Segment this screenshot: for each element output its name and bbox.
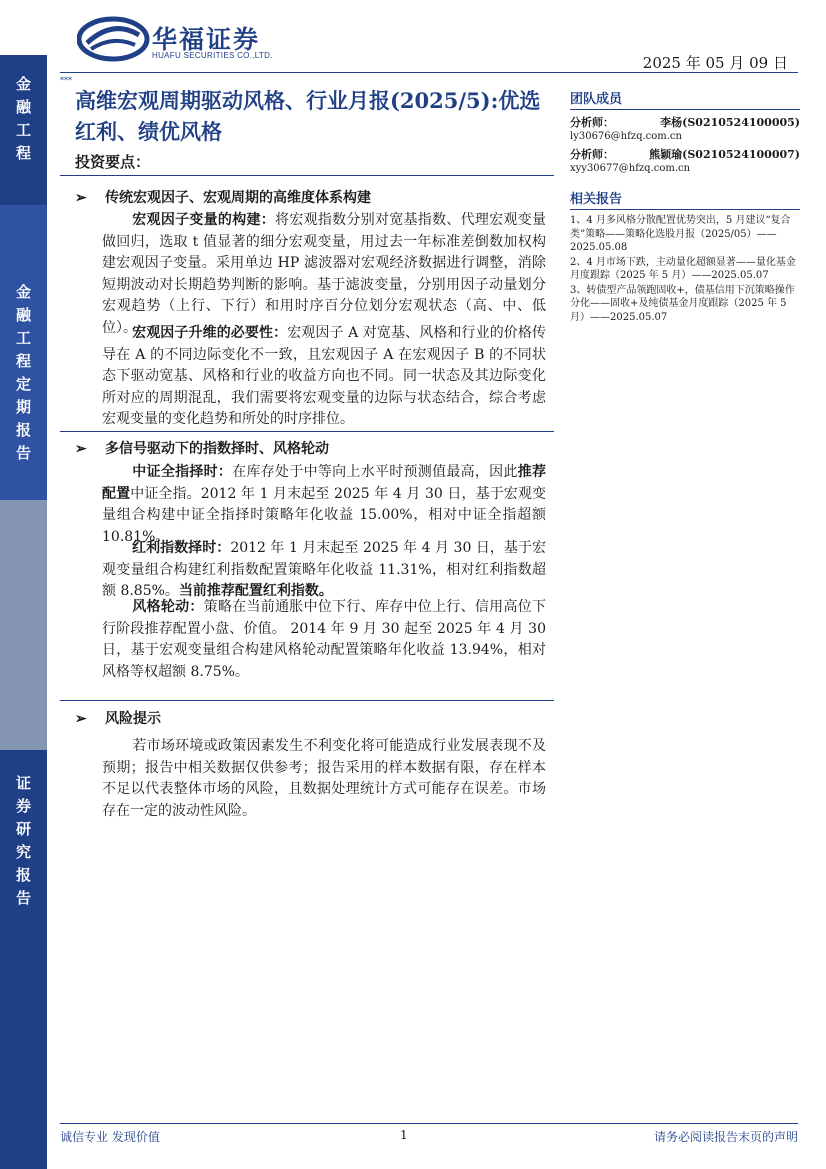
paragraph [102,736,546,822]
paragraph-text: 在库存处于中等向上水平时预测值最高，因此 [232,464,518,480]
paragraph [102,538,546,603]
keypoints-divider [60,175,554,176]
footer-disclaimer: 请务必阅读报告末页的声明 [653,1130,798,1144]
footer-divider [60,1123,798,1124]
paragraph-text: 若市场环境或政策因素发生不利变化将可能造成行业发展表现不及预期；报告中相关数据仅供参考；报告采用的样本数据有限，存在样本不足以代表整体市场的风险，且数据处理统计方式可能存在误差。市场存在一定的波动性风险。 [102,738,546,819]
paragraph-text: 中证全指。2012 年 1 月末起至 2025 年 4 月 30 日，基于宏观变量组合构建中证全指择时策略年化收益 15.00%，相对中证全指超额 10.81%。 [102,485,547,545]
arrow-bullet-icon: ➢ [75,441,87,457]
paragraph-lead: 风格轮动： [132,599,204,615]
arrow-bullet-icon: ➢ [75,711,87,727]
right-column [570,88,800,325]
paragraph-emphasis: 推荐配置 [102,464,547,502]
company-name-en: HUAFU SECURITIES CO.,LTD. [152,51,273,60]
analyst-email[interactable]: xyy30677@hfzq.com.cn [570,163,691,174]
side-banner-research [0,750,47,1169]
paragraph-lead: 中证全指择时： [132,464,233,480]
paragraph-text: 宏观因子 A 对宽基、风格和行业的价格传导在 A 的不同边际变化不一致，且宏观因子 A 在宏观因子 B 的不同状态下驱动宽基、风格和行业的收益方向也不同。同一状态及其边际变化所对应的周期混乱，我们需要将宏观变量的边际与状态结合，综合考虑宏观变量的变化趋势和所处的时序排位。 [102,325,547,427]
side-banner-spacer [0,500,47,750]
section-divider [60,431,554,432]
analyst-role: 分析师： [570,148,614,161]
side-banner-category-text: 金融工程 [15,75,31,162]
arrow-bullet-icon: ➢ [75,190,87,206]
section-heading [75,187,371,207]
paragraph-lead: 宏观因子升维的必要性： [132,325,288,341]
related-report-item[interactable]: 1、4 月多风格分散配置优势突出，5 月建议“复合类”策略——策略化选股月报（2025/05）——2025.05.08 [570,215,791,253]
header-mark: *** [60,76,72,85]
footer-slogan: 诚信专业 发现价值 [60,1130,160,1144]
analyst-role: 分析师： [570,116,614,129]
paragraph-text: 策略在当前通胀中位下行、库存中位上行、信用高位下行阶段推荐配置小盘、价值。 2014 年 9 月 30 起至 2025 年 4 月 30 日，基于宏观变量组合构建风格轮动配置策略年化收益 13.94%，相对风格等权超额 8.75%。 [102,599,546,680]
section-heading [75,438,329,458]
side-banner-report-type-text: 金融工程定期报告 [15,283,31,462]
page-number: 1 [400,1128,408,1142]
company-name-cn: 华福证券 [152,25,261,54]
related-reports-heading: 相关报告 [570,192,623,207]
keypoints-heading: 投资要点： [75,153,151,171]
paragraph [102,597,546,683]
side-banner-report-type [0,205,47,500]
paragraph-emphasis: 当前推荐配置红利指数。 [178,583,333,599]
report-date: 2025 年 05 月 09 日 [642,54,788,72]
analyst-email[interactable]: ly30676@hfzq.com.cn [570,131,682,142]
side-banner-category [0,55,47,205]
header-divider [60,72,798,73]
paragraph-text: 将宏观指数分别对宽基指数、代理宏观变量做回归，选取 t 值显著的细分宏观变量，用过去一年标准差倒数加权构建宏观因子变量。采用单边 HP 滤波器对宏观经济数据进行调整，消除短期波动对长期趋势判断的影响。基于滤波变量，分别用因子动量划分宏观趋势（上行、下行）和用时序百分位划分宏观状态（高、中、低位）。 [102,212,547,336]
paragraph [102,462,546,548]
section-heading-text: 多信号驱动下的指数择时、风格轮动 [105,441,329,457]
section-divider [60,700,554,701]
paragraph [102,323,546,431]
paragraph-lead: 红利指数择时： [132,540,231,556]
related-reports-divider [570,209,800,210]
section-heading [75,708,161,728]
team-heading: 团队成员 [570,92,623,107]
side-banner [0,0,47,1169]
side-banner-research-text: 证券研究报告 [15,774,31,907]
analyst-name: 熊颖瑜(S0210524100007) [649,148,800,161]
analyst-card [570,146,800,174]
related-report-item[interactable]: 3、转债型产品领跑固收+，债基信用下沉策略操作分化——固收+及纯债基金月度跟踪（2025 年 5 月）——2025.05.07 [570,284,795,323]
section-heading-text: 风险提示 [105,711,161,727]
analyst-name: 李杨(S0210524100005) [660,116,800,129]
related-report-item[interactable]: 2、4 月市场下跌，主动量化超额显著——量化基金月度跟踪（2025 年 5 月）——2025.05.07 [570,256,796,281]
related-reports-list [570,214,800,324]
section-heading-text: 传统宏观因子、宏观周期的高维度体系构建 [105,190,371,206]
paragraph [102,210,546,339]
analyst-card [570,114,800,142]
paragraph-lead: 宏观因子变量的构建： [132,212,276,228]
team-divider [570,109,800,110]
report-title: 高维宏观周期驱动风格、行业月报(2025/5):优选红利、绩优风格 [75,88,541,144]
paragraph-text: 2012 年 1 月末起至 2025 年 4 月 30 日，基于宏观变量组合构建红利指数配置策略年化收益 11.31%，相对红利指数超额 8.85%。 [102,540,546,599]
